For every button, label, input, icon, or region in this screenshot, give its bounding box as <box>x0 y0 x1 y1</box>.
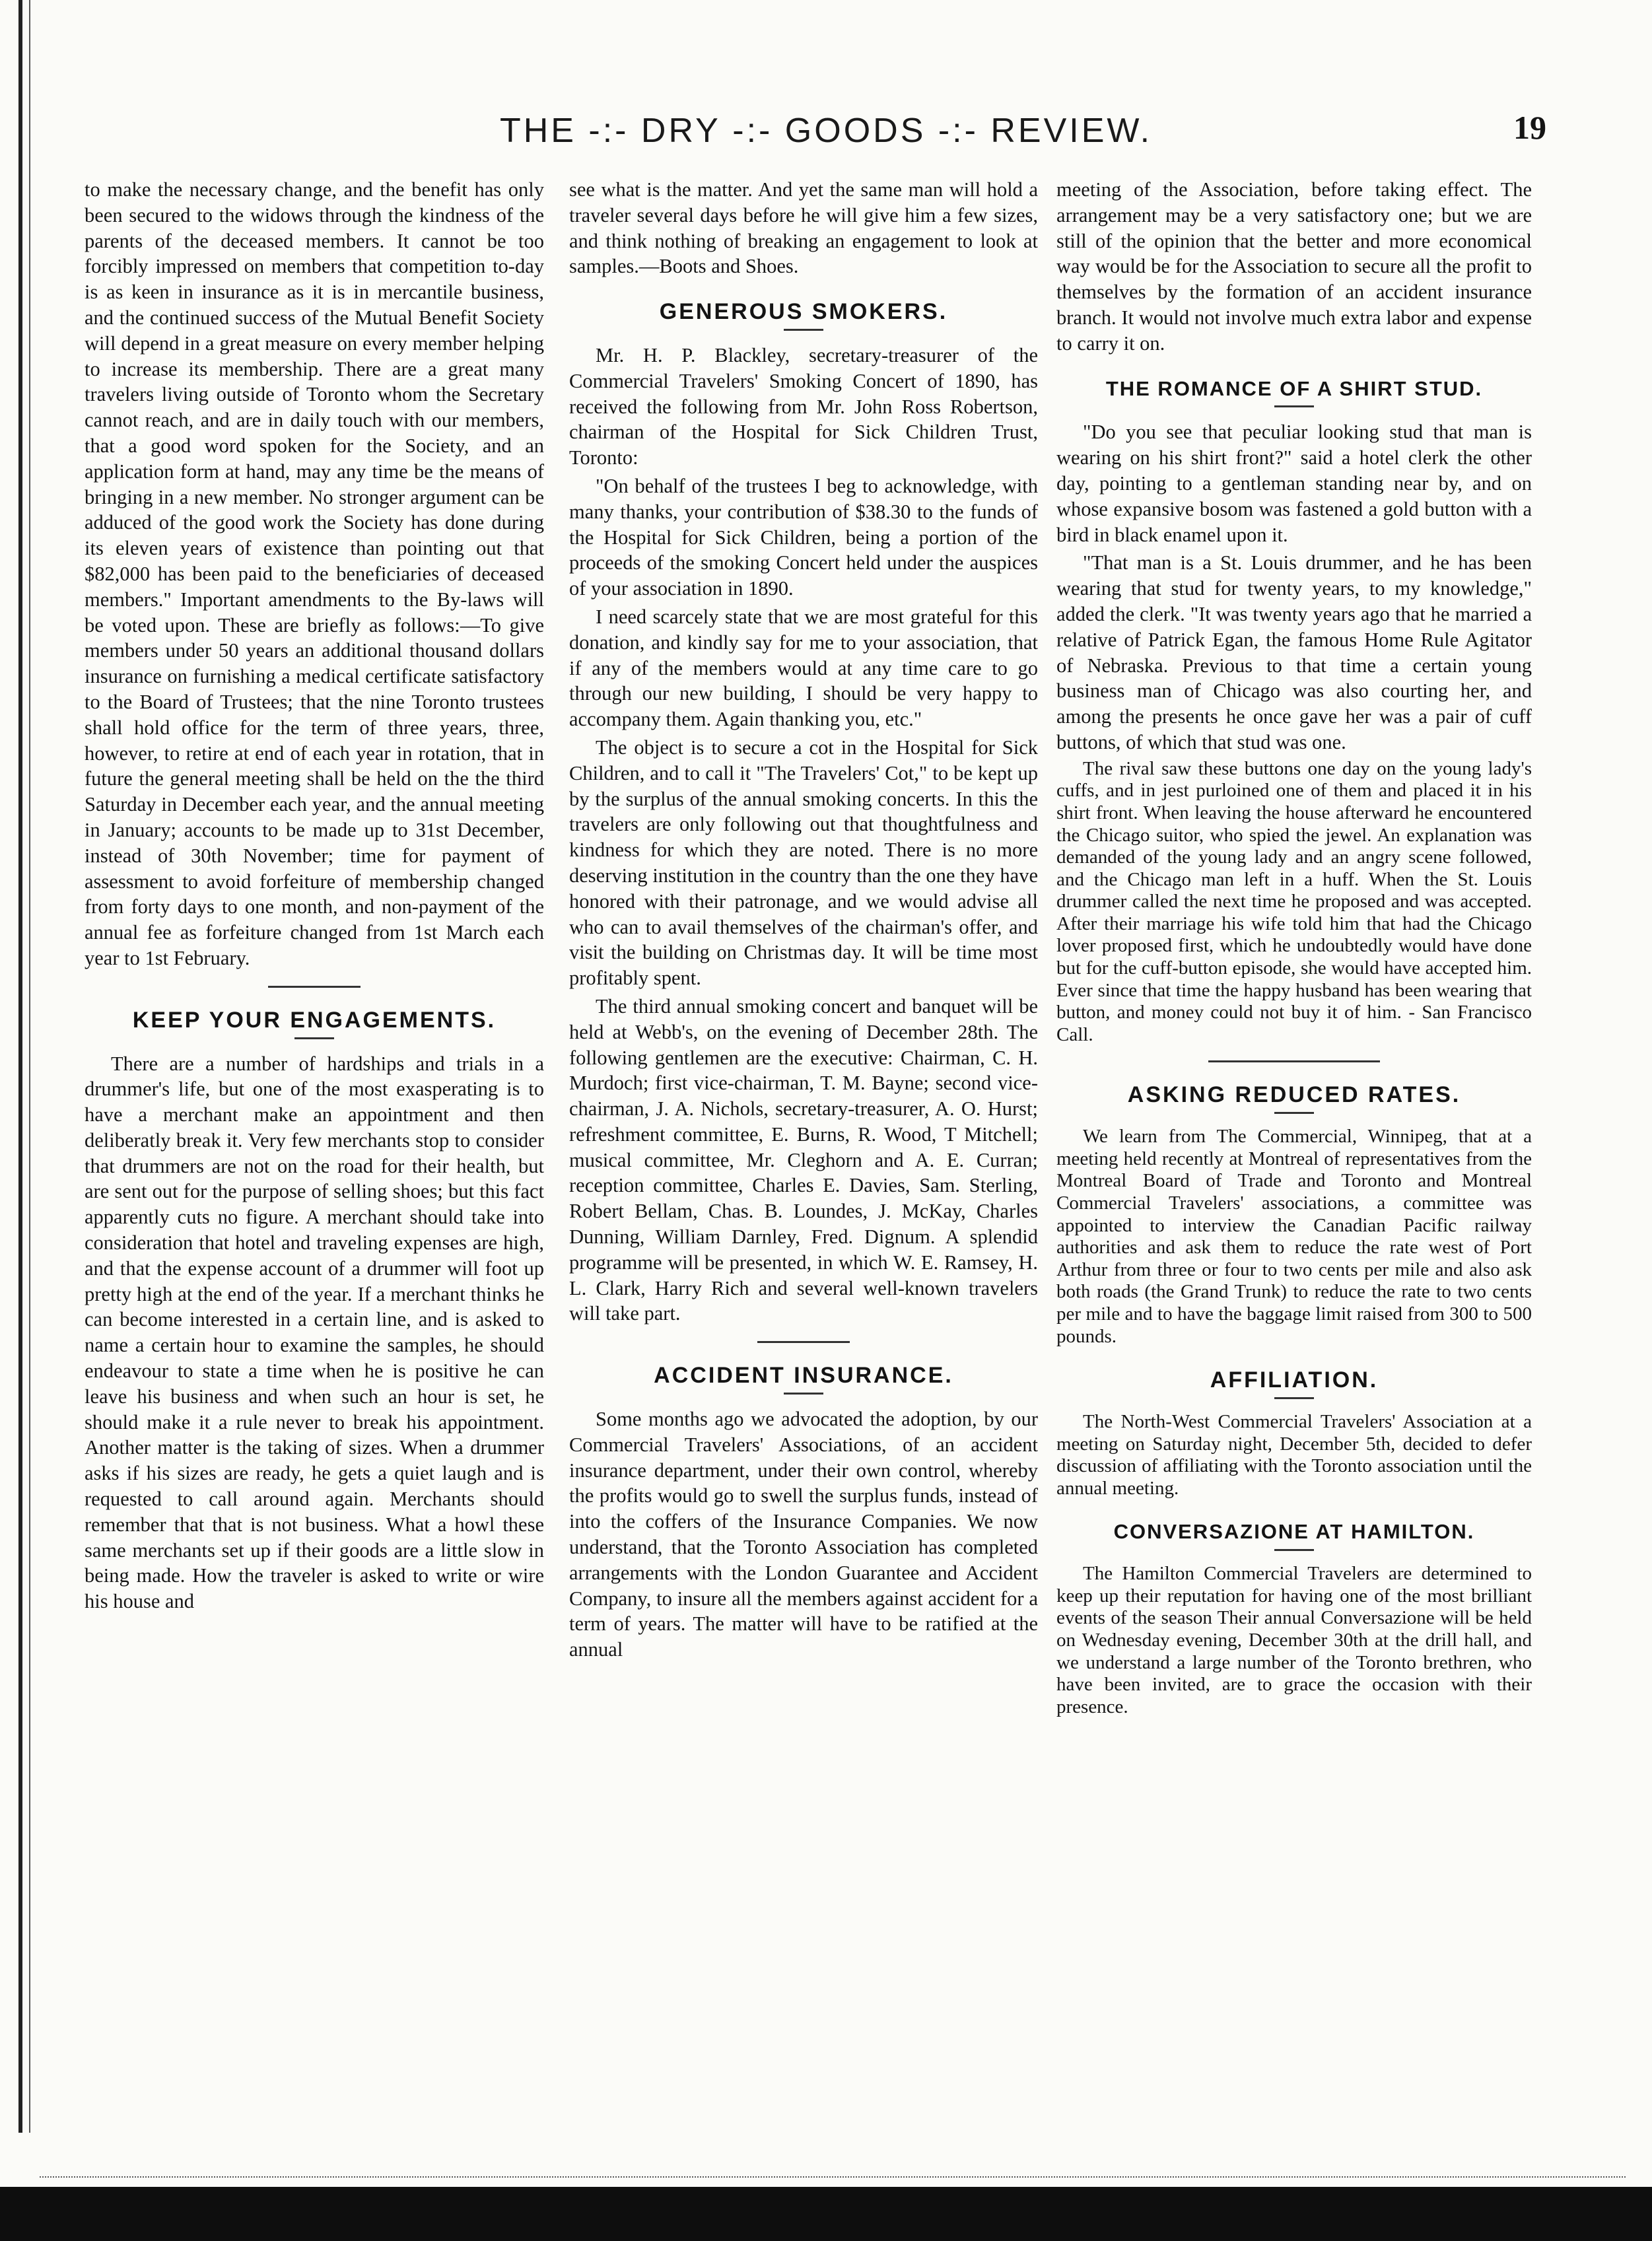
binding-edge <box>18 0 22 2133</box>
section-divider <box>1208 1060 1380 1062</box>
headline-conversazione-at-hamilton: CONVERSAZIONE AT HAMILTON. <box>1113 1520 1475 1544</box>
article-paragraph: The object is to secure a cot in the Hospital for Sick Children, and to call it "The Travelers' Cot," to be kept up by the surplus of the annual smoking concerts. In this the travelers are only following out that thoughtfulness and kindness for which they are noted. There is no more deserving institution in the country than the one they have honored with their patronage, and we would advise all who can to avail themselves of the chairman's offer, and visit the building on Christmas day. It will be time most profitably spent. <box>569 736 1038 990</box>
article-paragraph: "On behalf of the trustees I beg to acknowledge, with many thanks, your contribution of $38.30 to the funds of the Hospital for Sick Children, being a portion of the proceeds of the smoking Concert held under the auspices of your association in 1890. <box>569 474 1038 600</box>
masthead <box>79 104 1573 157</box>
scan-noise-line <box>40 2176 1626 2182</box>
article-paragraph: The Hamilton Commercial Travelers are determined to keep up their reputation for having one of the most brilliant events of the season Their annual Conversazione will be held on Wednesday evening, December 30th at the drill hall, and we understand a large number of the Toronto brethren, who have been invited, are to grace the occasion with their presence. <box>1056 1563 1532 1717</box>
section-divider <box>757 1341 850 1343</box>
column-middle <box>569 177 1038 1665</box>
article-paragraph: The third annual smoking concert and banquet will be held at Webb's, on the evening of December 28th. The following gentlemen are the executive: Chairman, C. H. Murdoch; first vice-chairman, T. M. Bayne; second vice-chairman, J. A. Nichols, secretary-treasurer, A. O. Hurst; refreshment committee, E. Burns, R. Wood, T Mitchell; musical committee, Mr. Cleghorn and A. E. Curran; reception committee, Charles E. Davies, Sam. Sterling, Robert Bellam, Chas. B. Loundes, J. McKay, Charles Dunning, William Darnley, Fred. Dignum. A splendid programme will be presented, in which W. E. Ramsey, H. L. Clark, Harry Rich and several well-known travelers will take part. <box>569 994 1038 1325</box>
headline-romance-of-a-shirt-stud: THE ROMANCE OF A SHIRT STUD. <box>1105 376 1483 400</box>
headline-asking-reduced-rates: ASKING REDUCED RATES. <box>1127 1082 1461 1108</box>
article-continuation-paragraph: meeting of the Association, before taking effect. The arrangement may be a very satisfactory one; but we are still of the opinion that the better and more economical way would be for the Association to secure all the profit to themselves by the formation of an accident insurance branch. It would not involve much extra labor and expense to carry it on. <box>1056 178 1532 355</box>
headline-keep-your-engagements: KEEP YOUR ENGAGEMENTS. <box>132 1007 497 1033</box>
headline-dash <box>1274 1549 1314 1551</box>
headline-dash <box>784 1393 823 1395</box>
headline-dash <box>1274 1112 1314 1114</box>
column-left <box>85 177 544 1617</box>
section-divider <box>268 986 361 988</box>
article-paragraph: "That man is a St. Louis drummer, and he has been wearing that stud for twenty years, to my knowledge," added the clerk. "It was twenty years ago that he married a relative of Patrick Egan, the famous Home Rule Agitator of Nebraska. Previous to that time a certain young business man of Chicago was also courting her, and among the presents he once gave her was a pair of cuff buttons, of which that stud was one. <box>1056 551 1532 753</box>
headline-generous-smokers: GENEROUS SMOKERS. <box>659 299 948 325</box>
headline-affiliation: AFFILIATION. <box>1210 1367 1379 1393</box>
article-paragraph: I need scarcely state that we are most grateful for this donation, and kindly say for me to your association, that if any of the members would at any time care to go through our new building, I should be very happy to accompany them. Again thanking you, etc." <box>569 605 1038 731</box>
article-paragraph: The rival saw these buttons one day on the young lady's cuffs, and in jest purloined one of them and placed it in his shirt front. When leaving the house afterward he encountered the Chicago suitor, who spied the jewel. An explanation was demanded of the young lady and an angry scene followed, and the Chicago man left in a huff. When the St. Louis drummer called the next time he proposed and was accepted. After their marriage his wife told him that had the Chicago lover proposed first, which he undoubtedly would have done but for the cuff-button episode, she would have accepted him. Ever since that time the happy husband has been wearing that button, and money could not buy it of him. - San Francisco Call. <box>1056 757 1532 1045</box>
article-continuation-paragraph: see what is the matter. And yet the same man will hold a traveler several days before he will give him a few sizes, and think nothing of breaking an engagement to look at samples.—Boots and Shoes. <box>569 178 1038 278</box>
headline-dash <box>784 329 823 331</box>
article-paragraph: Some months ago we advocated the adoption, by our Commercial Travelers' Associations, of an accident insurance department, under their own control, whereby the profits would go to swell the surplus funds, instead of into the coffers of the Insurance Companies. We now understand, that the Toronto Association has completed arrangements with the London Guarantee and Accident Company, to insure all the members against accident for a term of years. The matter will have to be ratified at the annual <box>569 1408 1038 1661</box>
article-paragraph: Mr. H. P. Blackley, secretary-treasurer of the Commercial Travelers' Smoking Concert of 1890, has received the following from Mr. John Ross Robertson, chairman of the Hospital for Sick Children Trust, Toronto: <box>569 343 1038 469</box>
publication-title: THE -:- DRY -:- GOODS -:- REVIEW. <box>499 112 1153 150</box>
page-number: 19 <box>1513 109 1546 146</box>
binding-edge-inner <box>29 0 30 2133</box>
article-paragraph: "Do you see that peculiar looking stud that man is wearing on his shirt front?" said a hotel clerk the other day, pointing to a gentleman standing near by, and on whose expansive bosom was fastened a gold button with a bird in black enamel upon it. <box>1056 421 1532 546</box>
headline-accident-insurance: ACCIDENT INSURANCE. <box>654 1363 953 1389</box>
article-paragraph: There are a number of hardships and trials in a drummer's life, but one of the most exasperating is to have a merchant make an appointment and then deliberatly break it. Very few merchants stop to consider that drummers are not on the road for their health, but are sent out for the purpose of selling shoes; but this fact apparently cuts no figure. A merchant should take into consideration that hotel and traveling expenses are high, and that the expense account of a drummer will foot up pretty high at the end of the year. If a merchant thinks he can become interested in a certain line, and is asked to name a certain hour to examine the samples, he should endeavour to state a time when he is positive he can leave his business and when such an hour is set, he should make it a rule never to break his appointment. Another matter is the taking of sizes. When a drummer asks if his sizes are ready, he gets a quiet laugh and is requested to call around again. Merchants should remember that that is not business. What a howl these same merchants set up if their goods are a little slow in being made. How the traveler is asked to write or wire his house and <box>85 1052 544 1613</box>
article-paragraph: We learn from The Commercial, Winnipeg, that at a meeting held recently at Montreal of representatives from the Montreal Board of Trade and Toronto and Montreal Commercial Travelers' associations, a committee was appointed to interview the Canadian Pacific railway authorities and ask them to reduce the rate west of Port Arthur from three or four to two cents per mile and also ask both roads (the Grand Trunk) to reduce the rate to two cents per mile and to have the baggage limit raised from 300 to 500 pounds. <box>1056 1126 1532 1347</box>
article-continuation-paragraph: to make the necessary change, and the benefit has only been secured to the widows through the kindness of the parents of the deceased members. It cannot be too forcibly impressed on members that competition to-day is as keen in insurance as it is in mercantile business, and the continued success of the Mutual Benefit Society will depend in a great measure on every member helping to increase its membership. There are a great many travelers living outside of Toronto whom the Secretary cannot reach, and are in daily touch with our members, that a good word spoken for the Society, and an application form at hand, may any time be the means of bringing in a new member. No stronger argument can be adduced of the good work the Society has done during its eleven years of existence than pointing out that $82,000 has been paid to the beneficiaries of deceased members." Important amendments to the By-laws will be voted upon. These are briefly as follows:—To give members under 50 years an additional thousand dollars insurance on furnishing a medical certificate satisfactory to the Board of Trustees; that the nine Toronto trustees shall hold office for the term of three years, three, however, to retire at end of each year in rotation, that in future the general meeting shall be held on the the third Saturday in December each year, and the annual meeting in January; accounts to be made up to 31st December, instead of 30th November; time for payment of assessment to avoid forfeiture of membership changed from forty days to one month, and non-payment of the annual fee as forfeiture changed from 1st March each year to 1st February. <box>85 178 544 969</box>
scan-bottom-edge <box>0 2187 1652 2241</box>
column-right <box>1056 177 1532 1721</box>
headline-dash <box>294 1037 334 1039</box>
headline-dash <box>1274 1397 1314 1399</box>
article-paragraph: The North-West Commercial Travelers' Association at a meeting on Saturday night, December 5th, decided to defer discussion of affiliating with the Toronto association until the annual meeting. <box>1056 1410 1532 1499</box>
headline-dash <box>1274 405 1314 407</box>
